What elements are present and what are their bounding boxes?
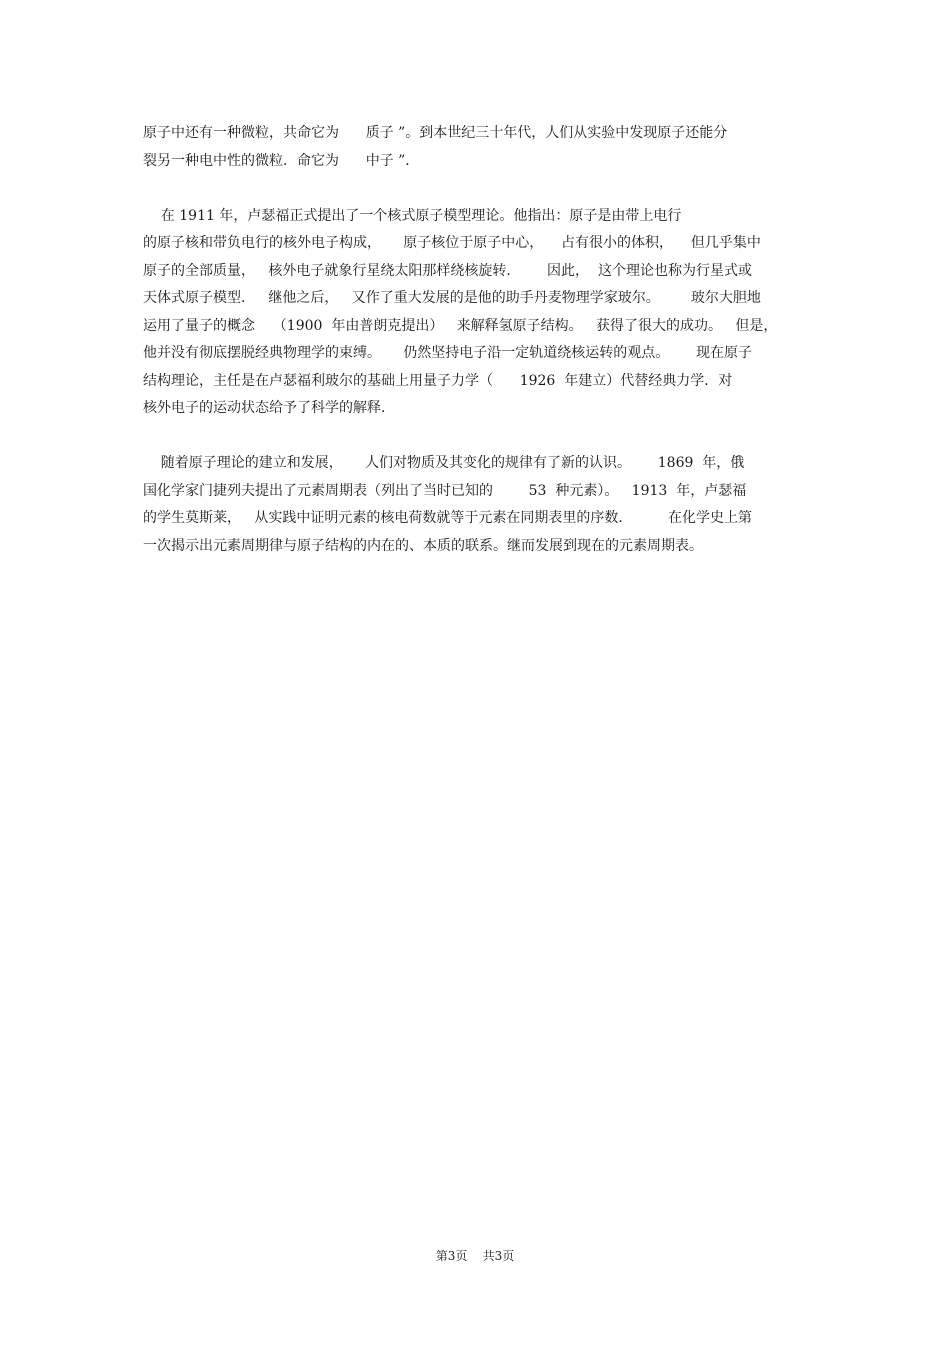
- text-line: 运用了量子的概念 （1900 年由普朗克提出） 来解释氢原子结构。 获得了很大的成功。 但是，: [143, 317, 778, 334]
- paragraph-1: [143, 120, 813, 175]
- text-line: 在 1911 年，卢瑟福正式提出了一个核式原子模型理论。他指出：原子是由带上电行: [143, 207, 682, 224]
- paragraph-3: [143, 450, 813, 560]
- text-line: 原子中还有一种微粒，共命它为 质子 ”。到本世纪三十年代，人们从实验中发现原子还能分: [143, 125, 728, 141]
- document-body: [143, 120, 813, 588]
- text-line: 裂另一种电中性的微粒．命它为 中子 ”．: [143, 152, 420, 169]
- text-line: 一次揭示出元素周期律与原子结构的内在的、本质的联系。继而发展到现在的元素周期表。: [143, 537, 703, 554]
- text-line: 国化学家门捷列夫提出了元素周期表（列出了当时已知的 53 种元素）。 1913 年，卢瑟福: [143, 482, 747, 499]
- text-line: 天体式原子模型． 继他之后， 又作了重大发展的是他的助手丹麦物理学家玻尔。 玻尔大胆地: [143, 290, 761, 306]
- text-line: 随着原子理论的建立和发展， 人们对物质及其变化的规律有了新的认识。 1869 年，俄: [143, 455, 745, 471]
- text-line: 原子的全部质量， 核外电子就象行星绕太阳那样绕核旋转． 因此， 这个理论也称为行星式或: [143, 262, 752, 279]
- text-line: 他并没有彻底摆脱经典物理学的束缚。 仍然坚持电子沿一定轨道绕核运转的观点。 现在原子: [143, 345, 752, 361]
- text-line: 的学生莫斯莱， 从实践中证明元素的核电荷数就等于元素在同期表里的序数． 在化学史上第: [143, 510, 752, 526]
- text-line: 核外电子的运动状态给予了科学的解释．: [143, 400, 395, 416]
- paragraph-2: [143, 203, 813, 423]
- page-footer: 第3页 共3页: [435, 1249, 515, 1263]
- text-line: 结构理论，主任是在卢瑟福利玻尔的基础上用量子力学（ 1926 年建立）代替经典力学．对: [143, 372, 733, 389]
- text-line: 的原子核和带负电行的核外电子构成， 原子核位于原子中心， 占有很小的体积， 但几乎集中: [143, 235, 761, 251]
